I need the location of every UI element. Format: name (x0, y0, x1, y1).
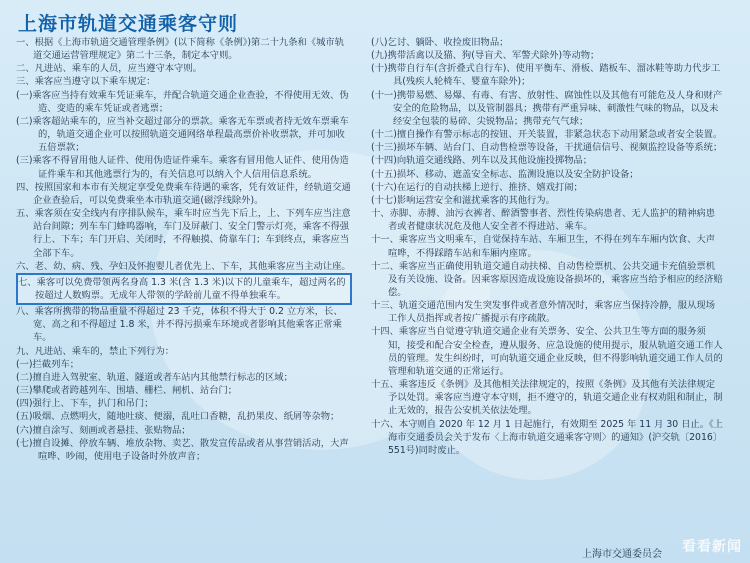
sub-rule: (十二)擅自操作有警示标志的按钮、开关装置，非紧急状态下动用紧急或者安全装置。 (371, 129, 723, 141)
issuer-name: 上海市交通委员会 (582, 549, 662, 560)
sub-rule: (十一)携带易燃、易爆、有毒、有害、放射性、腐蚀性以及其他有可能危及人身和财产安全的危险物品，以及管制器具；携带有严重异味、刺激性气味的物品，以及未经安全包装的易碎、尖锐物品；携带充气气球； (371, 89, 723, 127)
sub-rule: (三)攀爬或者跨越列车、围墙、栅栏、闸机、站台门； (16, 385, 238, 397)
sub-rule: (十四)向轨道交通线路、列车以及其他设施投掷物品； (371, 155, 593, 167)
rule-item: 五、乘客须在安全线内有序排队候车，乘车时应当先下后上，上、下列车应当注意站台间隙；列车车门蜂鸣器响，车门及屏蔽门、安全门警示灯亮，乘客不得强行上、下车；车门开启、关闭时，不得触摸、倚靠车门；车到终点，乘客应当全部下车。 (16, 208, 351, 259)
rule-item: 二、凡进站、乘车的人员，应当遵守本守则。 (16, 63, 202, 75)
right-column (371, 36, 723, 457)
sub-rule: (三)乘客不得冒用他人证件、使用伪造证件乘车。乘客有冒用他人证件、使用伪造证件乘车和其他逃票行为的，有关信息可以纳入个人信用信息系统。 (16, 155, 349, 180)
sub-rule: (六)擅自涂写、刻画或者悬挂、张贴物品； (16, 424, 191, 436)
left-column (16, 36, 352, 463)
sub-rule: (十六)在运行的自动扶梯上逆行、推挤、嬉戏打闹； (371, 181, 583, 193)
rule-item: 十、赤脚、赤膊、油污衣裤者、醉酒警事者、烈性传染病患者、无人监护的精神病患者或者健康状况危及他人安全者不得进站、乘车。 (371, 208, 715, 233)
sub-rule: (十七)影响运营安全和滋扰乘客的其他行为。 (371, 194, 555, 206)
sub-rule: (十)携带自行车(含折叠式自行车)、使用平衡车、滑板、踏板车、溜冰鞋等助力代步工具(残疾人轮椅车、婴童车除外)； (371, 63, 721, 88)
sub-rule: (二)擅自进入驾驶室、轨道、隧道或者车站内其他禁行标志的区域； (16, 371, 293, 383)
rule-item: 六、老、幼、病、残、孕妇及怀抱婴儿者优先上、下车，其他乘客应当主动让座。 (16, 260, 351, 272)
sub-rule: (十五)损坏、移动、遮盖安全标志、监测设施以及安全防护设备； (371, 168, 639, 180)
rule-item: 八、乘客所携带的物品重量不得超过 23 千克，体积不得大于 0.2 立方米，长、宽、高之和不得超过 1.8 米，并不得污损乘车环境或者影响其他乘客正常乘车。 (16, 306, 343, 344)
sub-rule: (五)吸烟、点燃明火，随地吐痰、便溺，乱吐口香糖，乱扔果皮、纸屑等杂物； (16, 411, 340, 423)
rule-item: 九、凡进站、乘车的，禁止下列行为： (16, 345, 175, 357)
sub-rule: (七)擅自设摊、停放车辆、堆放杂物、卖艺、散发宣传品或者从事营销活动，大声喧哗、吵闹，使用电子设备时外放声音； (16, 437, 349, 462)
rule-item: 一、根据《上海市轨道交通管理条例》(以下简称《条例》)第二十九条和《城市轨道交通运营管理规定》第二十三条，制定本守则。 (16, 37, 344, 62)
sub-rule: (一)拦截列车； (16, 358, 80, 370)
rule-item: 十五、乘客违反《条例》及其他相关法律规定的，按照《条例》及其他有关法律规定予以处罚。乘客应当遵守本守则，拒不遵守的，轨道交通企业有权劝阻和制止，制止无效的，报告公安机关依法处理。 (371, 379, 723, 417)
sub-rule: (一)乘客应当持有效乘车凭证乘车，并配合轨道交通企业查验，不得使用无效、伪造、变造的乘车凭证或者逃票； (16, 89, 349, 114)
sub-rule: (二)乘客超站乘车的，应当补交超过部分的票款。乘客无车票或者持无效车票乘车的，轨道交通企业可以按照轨道交通网络单程最高票价补收票款，并可加收五倍票款； (16, 115, 349, 154)
rule-item: 十一、乘客应当文明乘车，自觉保持车站、车厢卫生，不得在列车车厢内饮食、大声喧哗，不得踩踏车站和车厢内座席。 (371, 234, 715, 259)
sub-rule: (八)乞讨、躺卧、收捡废旧物品； (371, 37, 509, 48)
highlighted-rule: 七、乘客可以免费带领两名身高 1.3 米(含 1.3 米)以下的儿童乘车，超过两名的按超过人数购票。无成年人带领的学龄前儿童不得单独乘车。 (16, 273, 352, 305)
sub-rule: (九)携带活禽以及猫、狗(导盲犬、军警犬除外)等动物； (371, 50, 600, 62)
rule-item: 十二、乘客应当正确使用轨道交通自动扶梯、自动售检票机、公共交通卡充值验票机及有关设施、设备。因乘客原因造成设施设备损坏的，乘客应当给予相应的经济赔偿。 (371, 260, 723, 298)
rule-item: 十六、本守则自 2020 年 12 月 1 日起施行，有效期至 2025 年 11 月 30 日止。《上海市交通委员会关于发布〈上海市轨道交通乘客守则〉的通知》(沪交轨〔2016〕551号)同时废止。 (371, 418, 723, 456)
rule-item: 十三、轨道交通范围内发生突发事件或者意外情况时，乘客应当保持冷静，服从现场工作人员指挥或者按广播提示有序疏散。 (371, 300, 715, 325)
rule-item: 十四、乘客应当自觉遵守轨道交通企业有关票务、安全、公共卫生等方面的服务须知，接受和配合安全检查，遵从服务、应急设施的使用提示，服从轨道交通工作人员的管理。发生纠纷时，可向轨道交通企业反映，但不得影响轨道交通工作人员的管理和轨道交通的正常运行。 (371, 326, 723, 377)
page-title: 上海市轨道交通乘客守则 (18, 13, 239, 35)
sub-rule: (四)强行上、下车，扒门和吊门； (16, 398, 154, 410)
sub-rule: (十三)损坏车辆、站台门、自动售检票等设备，干扰通信信号、视频监控设备等系统； (371, 142, 723, 154)
rule-item: 三、乘客应当遵守以下乘车规定： (16, 76, 156, 88)
watermark-logo: 看看新闻 (682, 539, 742, 555)
rule-item: 四、按照国家和本市有关规定享受免费乘车待遇的乘客，凭有效证件，经轨道交通企业查验后，可以免费乘坐本市轨道交通(磁浮线除外)。 (16, 181, 351, 206)
